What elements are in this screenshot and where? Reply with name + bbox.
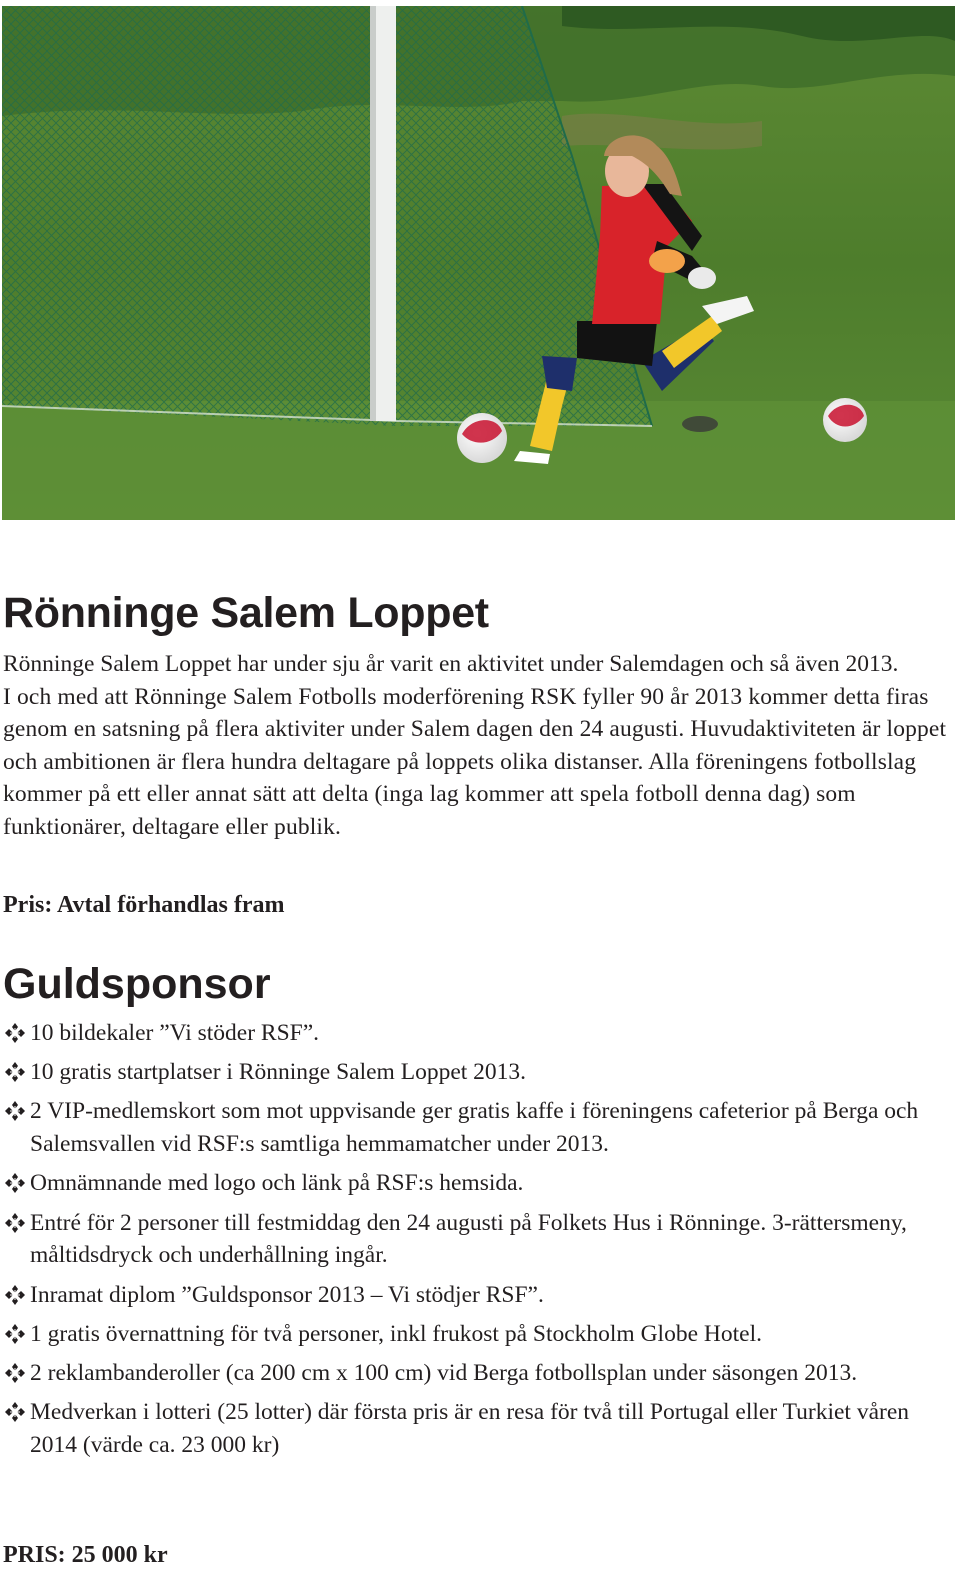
- list-item: [3, 1056, 953, 1089]
- goalkeeper-photo: [2, 6, 955, 520]
- four-diamond-bullet-icon: [4, 1056, 26, 1088]
- list-item-text: 2 reklambanderoller (ca 200 cm x 100 cm) vid Berga fotbollsplan under säsongen 2013.: [30, 1359, 858, 1386]
- list-item: [3, 1279, 953, 1312]
- list-item-text: Omnämnande med logo och länk på RSF:s hemsida.: [30, 1170, 524, 1197]
- list-item-text: 10 bildekaler ”Vi stöder RSF”.: [30, 1020, 320, 1046]
- four-diamond-bullet-icon: [4, 1396, 26, 1428]
- list-item: [3, 1318, 953, 1351]
- event-title: Rönninge Salem Loppet: [3, 589, 489, 637]
- four-diamond-bullet-icon: [4, 1207, 26, 1239]
- sponsor-title: Guldsponsor: [3, 960, 271, 1008]
- list-item-text: 10 gratis startplatser i Rönninge Salem Loppet 2013.: [30, 1059, 527, 1086]
- list-item: [3, 1357, 953, 1390]
- four-diamond-bullet-icon: [4, 1017, 26, 1049]
- list-item-text: Inramat diplom ”Guldsponsor 2013 – Vi stödjer RSF”.: [30, 1281, 544, 1308]
- list-item: [3, 1017, 953, 1050]
- list-item-text: Medverkan i lotteri (25 lotter) där första pris är en resa för två till Portugal eller Turkiet våren 2014 (värde ca. 23 000 kr): [30, 1399, 910, 1458]
- event-description: [3, 648, 953, 843]
- list-item-text: 2 VIP-medlemskort som mot uppvisande ger gratis kaffe i föreningens cafeterior på Berga och Salemsvallen vid RSF:s samtliga hemmamatcher under 2013.: [30, 1098, 919, 1158]
- sponsor-price: PRIS: 25 000 kr: [3, 1542, 168, 1568]
- event-price: Pris: Avtal förhandlas fram: [3, 892, 285, 918]
- four-diamond-bullet-icon: [4, 1095, 26, 1127]
- list-item: [3, 1095, 953, 1161]
- list-item-text: Entré för 2 personer till festmiddag den 24 augusti på Folkets Hus i Rönninge. 3-rättersmeny, måltidsdryck och underhållning ingår.: [30, 1209, 907, 1269]
- four-diamond-bullet-icon: [4, 1318, 26, 1350]
- four-diamond-bullet-icon: [4, 1279, 26, 1311]
- list-item: [3, 1167, 953, 1200]
- list-item: [3, 1207, 953, 1273]
- four-diamond-bullet-icon: [4, 1357, 26, 1389]
- list-item-text: 1 gratis övernattning för två personer, inkl frukost på Stockholm Globe Hotel.: [30, 1320, 762, 1347]
- four-diamond-bullet-icon: [4, 1167, 26, 1199]
- sponsor-benefits-list: [3, 1017, 953, 1468]
- list-item: [3, 1396, 953, 1462]
- paragraph: I och med att Rönninge Salem Fotbolls moderförening RSK fyller 90 år 2013 kommer detta firas genom en satsning på flera aktiviter under Salem dagen den 24 augusti. Huvudaktiviteten är loppet och ambitionen är flera hundra deltagare på loppets olika distanser. Alla föreningens fotbollslag kommer på ett eller annat sätt att delta (inga lag kommer att spela fotboll denna dag) som funktionärer, deltagare eller publik.: [3, 683, 947, 840]
- paragraph: Rönninge Salem Loppet har under sju år varit en aktivitet under Salemdagen och så även 2013.: [3, 651, 899, 677]
